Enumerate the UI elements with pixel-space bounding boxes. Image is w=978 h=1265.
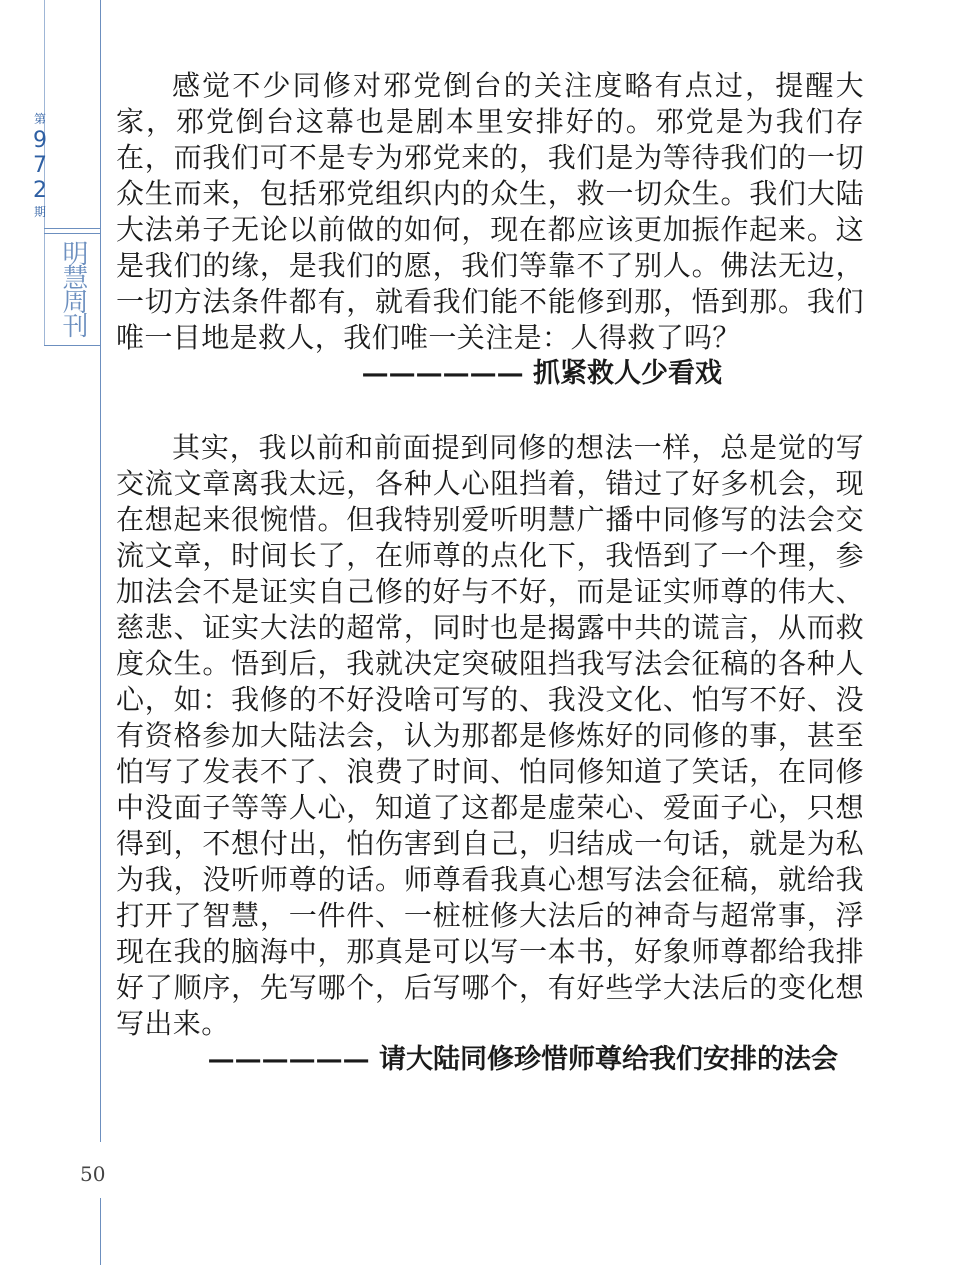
margin-line-bottom <box>100 1198 101 1265</box>
signature-1: —————— 抓紧救人少看戏 <box>361 358 722 389</box>
sidebar-rule <box>44 345 100 346</box>
issue-digit-1: 9 <box>33 128 47 153</box>
paragraph-2: 其实，我以前和前面提到同修的想法一样，总是觉的写交流文章离我太远，各种人心阻挡着，错过了好多机会，现在想起来很惋惜。但我特别爱听明慧广播中同修写的法会交流文章，时间长了，在师尊的点化下，我悟到了一个理，参加法会不是证实自己修的好与不好，而是证实师尊的伟大、慈悲、证实大法的超常，同时也是揭露中共的谎言，从而救度众生。悟到后，我就决定突破阻挡我写法会征稿的各种人心，如：我修的不好没啥可写的、我没文化、怕写不好、没有资格参加大陆法会，认为那都是修炼好的同修的事，甚至怕写了发表不了、浪费了时间、怕同修知道了笑话，在同修中没面子等等人心，知道了这都是虚荣心、爱面子心，只想得到，不想付出，怕伤害到自己，归结成一句话，就是为私为我，没听师尊的话。师尊看我真心想写法会征稿，就给我打开了智慧，一件件、一桩桩修大法后的神奇与超常事，浮现在我的脑海中，那真是可以写一本书，好象师尊都给我排好了顺序，先写哪个，后写哪个，有好些学大法后的变化想写出来。 <box>116 431 864 1040</box>
issue-digit-3: 2 <box>33 178 47 203</box>
sidebar-rule <box>44 228 100 229</box>
margin-line-top <box>100 0 101 1142</box>
sidebar-rule <box>44 233 100 234</box>
issue-number <box>0 112 80 219</box>
issue-digit-2: 7 <box>33 153 47 178</box>
issue-suffix: 期 <box>33 205 46 219</box>
paragraph-1: 感觉不少同修对邪党倒台的关注度略有点过，提醒大家，邪党倒台这幕也是剧本里安排好的。邪党是为我们存在，而我们可不是专为邪党来的，我们是为等待我们的一切众生而来，包括邪党组织内的众生，救一切众生。我们大陆大法弟子无论以前做的如何，现在都应该更加振作起来。这是我们的缘，是我们的愿，我们等靠不了别人。佛法无边，一切方法条件都有，就看我们能不能修到那，悟到那。我们唯一目地是救人，我们唯一关注是：人得救了吗？ <box>116 69 864 354</box>
issue-prefix: 第 <box>33 112 46 126</box>
page-number: 50 <box>80 1162 106 1186</box>
signature-2: —————— 请大陆同修珍惜师尊给我们安排的法会 <box>207 1044 838 1075</box>
magazine-name: 明慧周刊 <box>58 240 88 336</box>
article-body <box>116 68 864 1078</box>
